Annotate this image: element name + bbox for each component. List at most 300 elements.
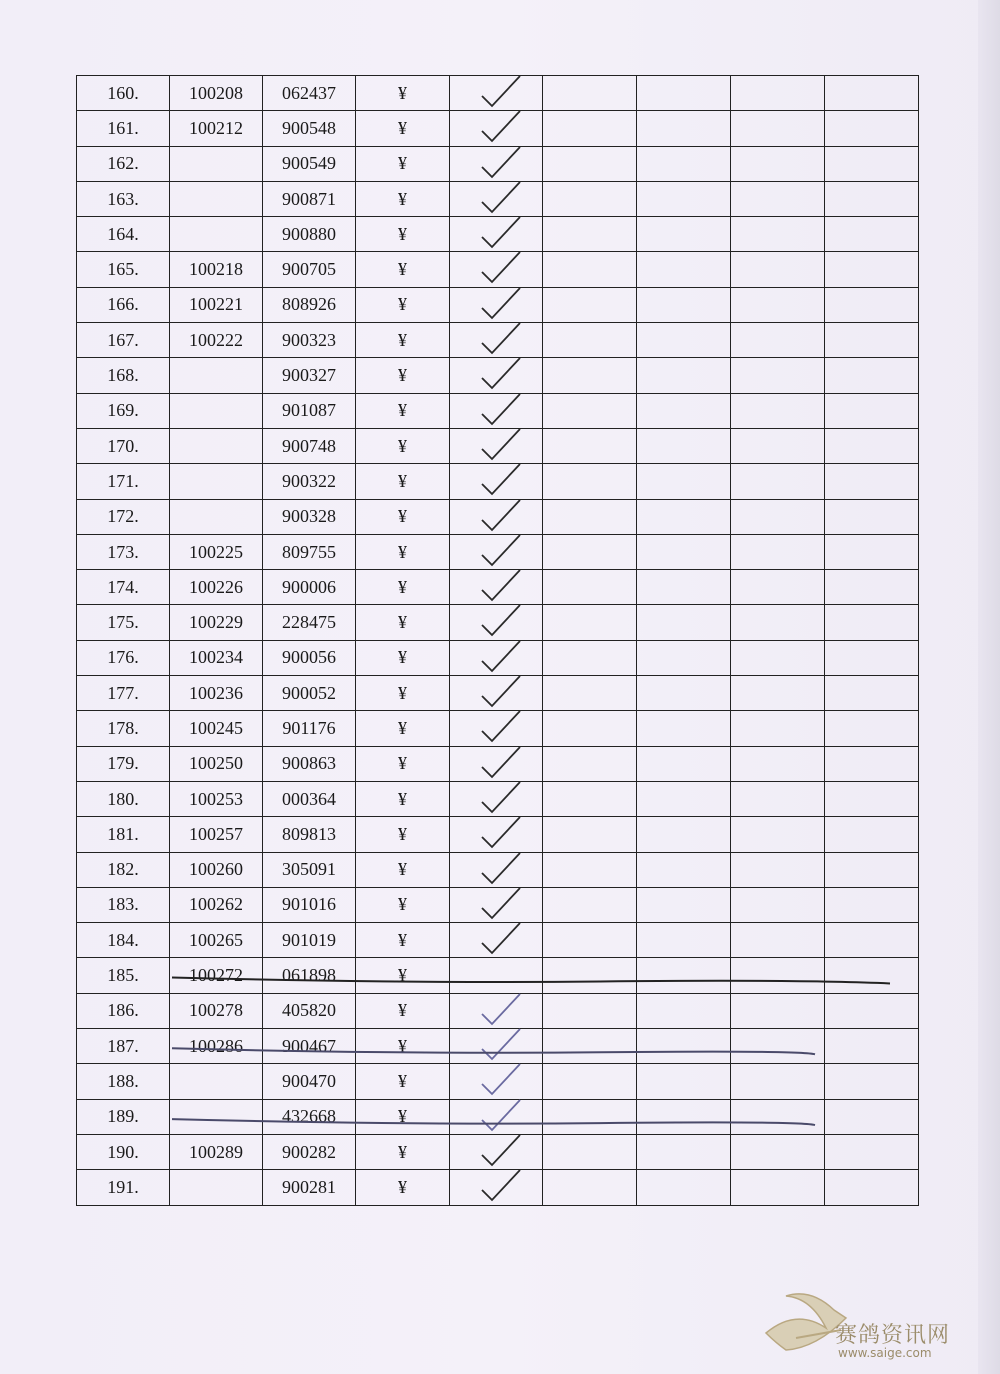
table-row xyxy=(77,287,919,322)
checkmark-icon xyxy=(476,919,524,959)
ring-number: 100253 xyxy=(170,781,263,816)
table-row xyxy=(77,1099,919,1134)
code-number: 061898 xyxy=(263,958,356,993)
checkmark-icon xyxy=(476,319,524,359)
row-number: 190. xyxy=(77,1134,170,1169)
empty-cell xyxy=(637,146,731,181)
empty-cell xyxy=(731,1134,825,1169)
empty-cell xyxy=(637,570,731,605)
empty-cell xyxy=(543,1134,637,1169)
table-row xyxy=(77,1029,919,1064)
empty-cell xyxy=(543,146,637,181)
code-number: 900880 xyxy=(263,217,356,252)
check-cell xyxy=(450,711,543,746)
empty-cell xyxy=(825,358,919,393)
table-row xyxy=(77,111,919,146)
table-row xyxy=(77,781,919,816)
empty-cell xyxy=(543,181,637,216)
code-number: 900323 xyxy=(263,323,356,358)
check-cell xyxy=(450,676,543,711)
empty-cell xyxy=(637,358,731,393)
empty-cell xyxy=(731,746,825,781)
empty-cell xyxy=(637,817,731,852)
check-cell xyxy=(450,499,543,534)
empty-cell xyxy=(825,76,919,111)
row-number: 162. xyxy=(77,146,170,181)
row-number: 189. xyxy=(77,1099,170,1134)
ring-number xyxy=(170,1099,263,1134)
table-row xyxy=(77,76,919,111)
row-number: 166. xyxy=(77,287,170,322)
empty-cell xyxy=(731,781,825,816)
ring-number: 100212 xyxy=(170,111,263,146)
empty-cell xyxy=(543,817,637,852)
empty-cell xyxy=(543,1099,637,1134)
empty-cell xyxy=(637,534,731,569)
row-number: 179. xyxy=(77,746,170,781)
ledger-body xyxy=(77,76,919,1206)
check-cell xyxy=(450,746,543,781)
empty-cell xyxy=(731,323,825,358)
empty-cell xyxy=(543,358,637,393)
currency-symbol: ¥ xyxy=(356,887,450,922)
check-cell xyxy=(450,781,543,816)
checkmark-icon xyxy=(476,849,524,889)
check-cell xyxy=(450,464,543,499)
empty-cell xyxy=(731,499,825,534)
row-number: 178. xyxy=(77,711,170,746)
ring-number: 100250 xyxy=(170,746,263,781)
check-cell xyxy=(450,358,543,393)
code-number: 900006 xyxy=(263,570,356,605)
ring-number xyxy=(170,393,263,428)
empty-cell xyxy=(637,181,731,216)
currency-symbol: ¥ xyxy=(356,1099,450,1134)
checkmark-icon xyxy=(476,1025,524,1065)
row-number: 163. xyxy=(77,181,170,216)
empty-cell xyxy=(825,817,919,852)
code-number: 405820 xyxy=(263,993,356,1028)
check-cell xyxy=(450,1134,543,1169)
empty-cell xyxy=(825,217,919,252)
empty-cell xyxy=(825,746,919,781)
code-number: 900549 xyxy=(263,146,356,181)
currency-symbol: ¥ xyxy=(356,711,450,746)
code-number: 900470 xyxy=(263,1064,356,1099)
code-number: 900052 xyxy=(263,676,356,711)
ring-number: 100226 xyxy=(170,570,263,605)
empty-cell xyxy=(731,534,825,569)
empty-cell xyxy=(825,464,919,499)
checkmark-icon xyxy=(476,601,524,641)
table-row xyxy=(77,428,919,463)
empty-cell xyxy=(637,76,731,111)
row-number: 164. xyxy=(77,217,170,252)
empty-cell xyxy=(543,993,637,1028)
empty-cell xyxy=(637,1029,731,1064)
currency-symbol: ¥ xyxy=(356,993,450,1028)
table-row xyxy=(77,1134,919,1169)
row-number: 183. xyxy=(77,887,170,922)
row-number: 175. xyxy=(77,605,170,640)
code-number: 900548 xyxy=(263,111,356,146)
currency-symbol: ¥ xyxy=(356,181,450,216)
currency-symbol: ¥ xyxy=(356,146,450,181)
currency-symbol: ¥ xyxy=(356,570,450,605)
table-row xyxy=(77,217,919,252)
empty-cell xyxy=(825,146,919,181)
empty-cell xyxy=(637,428,731,463)
row-number: 174. xyxy=(77,570,170,605)
empty-cell xyxy=(731,428,825,463)
check-cell xyxy=(450,887,543,922)
check-cell xyxy=(450,640,543,675)
empty-cell xyxy=(825,428,919,463)
checkmark-icon xyxy=(476,213,524,253)
check-cell xyxy=(450,181,543,216)
ring-number: 100257 xyxy=(170,817,263,852)
checkmark-icon xyxy=(476,107,524,147)
currency-symbol: ¥ xyxy=(356,817,450,852)
empty-cell xyxy=(543,1064,637,1099)
empty-cell xyxy=(825,676,919,711)
check-cell xyxy=(450,252,543,287)
check-cell xyxy=(450,76,543,111)
code-number: 900281 xyxy=(263,1170,356,1205)
empty-cell xyxy=(543,958,637,993)
check-cell xyxy=(450,817,543,852)
row-number: 187. xyxy=(77,1029,170,1064)
checkmark-icon xyxy=(476,884,524,924)
empty-cell xyxy=(731,358,825,393)
currency-symbol: ¥ xyxy=(356,1134,450,1169)
checkmark-icon xyxy=(476,460,524,500)
empty-cell xyxy=(731,605,825,640)
empty-cell xyxy=(825,1134,919,1169)
empty-cell xyxy=(731,817,825,852)
checkmark-icon xyxy=(476,1166,524,1206)
check-cell xyxy=(450,852,543,887)
table-row xyxy=(77,605,919,640)
empty-cell xyxy=(543,76,637,111)
empty-cell xyxy=(731,923,825,958)
ring-number: 100286 xyxy=(170,1029,263,1064)
empty-cell xyxy=(637,323,731,358)
check-cell xyxy=(450,287,543,322)
table-row xyxy=(77,181,919,216)
currency-symbol: ¥ xyxy=(356,428,450,463)
row-number: 177. xyxy=(77,676,170,711)
table-row xyxy=(77,393,919,428)
empty-cell xyxy=(637,887,731,922)
checkmark-icon xyxy=(476,707,524,747)
currency-symbol: ¥ xyxy=(356,393,450,428)
empty-cell xyxy=(543,923,637,958)
empty-cell xyxy=(543,252,637,287)
table-row xyxy=(77,146,919,181)
row-number: 182. xyxy=(77,852,170,887)
row-number: 188. xyxy=(77,1064,170,1099)
row-number: 181. xyxy=(77,817,170,852)
ring-number: 100222 xyxy=(170,323,263,358)
empty-cell xyxy=(637,217,731,252)
ring-number: 100225 xyxy=(170,534,263,569)
currency-symbol: ¥ xyxy=(356,534,450,569)
code-number: 000364 xyxy=(263,781,356,816)
empty-cell xyxy=(731,1029,825,1064)
check-cell xyxy=(450,958,543,993)
empty-cell xyxy=(731,76,825,111)
row-number: 191. xyxy=(77,1170,170,1205)
empty-cell xyxy=(637,464,731,499)
check-cell xyxy=(450,428,543,463)
currency-symbol: ¥ xyxy=(356,76,450,111)
table-row xyxy=(77,499,919,534)
ring-number xyxy=(170,499,263,534)
checkmark-icon xyxy=(476,531,524,571)
empty-cell xyxy=(637,676,731,711)
table-row xyxy=(77,711,919,746)
empty-cell xyxy=(543,393,637,428)
currency-symbol: ¥ xyxy=(356,1064,450,1099)
table-row xyxy=(77,923,919,958)
empty-cell xyxy=(543,499,637,534)
empty-cell xyxy=(637,640,731,675)
empty-cell xyxy=(637,746,731,781)
currency-symbol: ¥ xyxy=(356,958,450,993)
checkmark-icon xyxy=(476,1096,524,1136)
checkmark-icon xyxy=(476,284,524,324)
empty-cell xyxy=(731,464,825,499)
empty-cell xyxy=(731,1099,825,1134)
empty-cell xyxy=(637,711,731,746)
table-row xyxy=(77,993,919,1028)
empty-cell xyxy=(543,852,637,887)
ring-number xyxy=(170,217,263,252)
row-number: 171. xyxy=(77,464,170,499)
empty-cell xyxy=(731,640,825,675)
empty-cell xyxy=(543,287,637,322)
code-number: 432668 xyxy=(263,1099,356,1134)
empty-cell xyxy=(637,958,731,993)
code-number: 901176 xyxy=(263,711,356,746)
code-number: 900863 xyxy=(263,746,356,781)
code-number: 900056 xyxy=(263,640,356,675)
empty-cell xyxy=(637,852,731,887)
code-number: 900327 xyxy=(263,358,356,393)
currency-symbol: ¥ xyxy=(356,781,450,816)
empty-cell xyxy=(731,252,825,287)
empty-cell xyxy=(543,605,637,640)
ring-number xyxy=(170,146,263,181)
table-row xyxy=(77,958,919,993)
table-row xyxy=(77,323,919,358)
check-cell xyxy=(450,993,543,1028)
code-number: 228475 xyxy=(263,605,356,640)
row-number: 180. xyxy=(77,781,170,816)
empty-cell xyxy=(825,534,919,569)
row-number: 170. xyxy=(77,428,170,463)
code-number: 809813 xyxy=(263,817,356,852)
empty-cell xyxy=(825,923,919,958)
empty-cell xyxy=(543,746,637,781)
ring-number xyxy=(170,358,263,393)
empty-cell xyxy=(731,852,825,887)
empty-cell xyxy=(731,181,825,216)
currency-symbol: ¥ xyxy=(356,358,450,393)
table-row xyxy=(77,817,919,852)
empty-cell xyxy=(825,781,919,816)
check-cell xyxy=(450,570,543,605)
checkmark-icon xyxy=(476,72,524,112)
ring-number: 100221 xyxy=(170,287,263,322)
empty-cell xyxy=(825,605,919,640)
empty-cell xyxy=(637,781,731,816)
empty-cell xyxy=(825,1099,919,1134)
empty-cell xyxy=(543,217,637,252)
check-cell xyxy=(450,217,543,252)
currency-symbol: ¥ xyxy=(356,252,450,287)
code-number: 900705 xyxy=(263,252,356,287)
ring-number xyxy=(170,1170,263,1205)
ring-number: 100272 xyxy=(170,958,263,993)
ring-number: 100229 xyxy=(170,605,263,640)
empty-cell xyxy=(731,711,825,746)
check-cell xyxy=(450,1099,543,1134)
empty-cell xyxy=(637,287,731,322)
currency-symbol: ¥ xyxy=(356,217,450,252)
row-number: 184. xyxy=(77,923,170,958)
empty-cell xyxy=(543,711,637,746)
empty-cell xyxy=(731,958,825,993)
check-cell xyxy=(450,111,543,146)
row-number: 165. xyxy=(77,252,170,287)
empty-cell xyxy=(825,958,919,993)
checkmark-icon xyxy=(476,248,524,288)
empty-cell xyxy=(637,1099,731,1134)
empty-cell xyxy=(731,217,825,252)
ring-number: 100234 xyxy=(170,640,263,675)
ring-number: 100262 xyxy=(170,887,263,922)
empty-cell xyxy=(731,570,825,605)
empty-cell xyxy=(825,711,919,746)
empty-cell xyxy=(543,464,637,499)
code-number: 305091 xyxy=(263,852,356,887)
empty-cell xyxy=(825,287,919,322)
empty-cell xyxy=(825,252,919,287)
code-number: 900748 xyxy=(263,428,356,463)
table-row xyxy=(77,746,919,781)
checkmark-icon xyxy=(476,354,524,394)
check-cell xyxy=(450,146,543,181)
ring-number: 100218 xyxy=(170,252,263,287)
row-number: 186. xyxy=(77,993,170,1028)
currency-symbol: ¥ xyxy=(356,1170,450,1205)
ring-number: 100260 xyxy=(170,852,263,887)
ring-number: 100278 xyxy=(170,993,263,1028)
check-cell xyxy=(450,534,543,569)
checkmark-icon xyxy=(476,496,524,536)
code-number: 900467 xyxy=(263,1029,356,1064)
table-row xyxy=(77,358,919,393)
check-cell xyxy=(450,323,543,358)
checkmark-icon xyxy=(476,637,524,677)
empty-cell xyxy=(637,393,731,428)
code-number: 901016 xyxy=(263,887,356,922)
checkmark-icon xyxy=(476,1131,524,1171)
code-number: 900322 xyxy=(263,464,356,499)
empty-cell xyxy=(825,640,919,675)
currency-symbol: ¥ xyxy=(356,111,450,146)
table-row xyxy=(77,640,919,675)
empty-cell xyxy=(637,1064,731,1099)
ring-number: 100265 xyxy=(170,923,263,958)
empty-cell xyxy=(637,993,731,1028)
ring-number: 100236 xyxy=(170,676,263,711)
code-number: 901087 xyxy=(263,393,356,428)
table-row xyxy=(77,1064,919,1099)
checkmark-icon xyxy=(476,1060,524,1100)
check-cell xyxy=(450,605,543,640)
empty-cell xyxy=(637,1170,731,1205)
code-number: 809755 xyxy=(263,534,356,569)
empty-cell xyxy=(731,393,825,428)
paper-edge xyxy=(978,0,1000,1374)
row-number: 185. xyxy=(77,958,170,993)
empty-cell xyxy=(543,781,637,816)
empty-cell xyxy=(731,111,825,146)
empty-cell xyxy=(731,887,825,922)
row-number: 176. xyxy=(77,640,170,675)
watermark-url: www.saige.com xyxy=(838,1346,932,1360)
empty-cell xyxy=(825,393,919,428)
check-cell xyxy=(450,1029,543,1064)
empty-cell xyxy=(543,323,637,358)
empty-cell xyxy=(825,1170,919,1205)
empty-cell xyxy=(731,1170,825,1205)
table-row xyxy=(77,252,919,287)
table-row xyxy=(77,676,919,711)
currency-symbol: ¥ xyxy=(356,746,450,781)
checkmark-icon xyxy=(476,566,524,606)
currency-symbol: ¥ xyxy=(356,676,450,711)
empty-cell xyxy=(825,181,919,216)
empty-cell xyxy=(637,605,731,640)
empty-cell xyxy=(731,287,825,322)
table-row xyxy=(77,570,919,605)
empty-cell xyxy=(825,111,919,146)
code-number: 900282 xyxy=(263,1134,356,1169)
empty-cell xyxy=(543,640,637,675)
checkmark-icon xyxy=(476,778,524,818)
empty-cell xyxy=(825,1064,919,1099)
code-number: 808926 xyxy=(263,287,356,322)
currency-symbol: ¥ xyxy=(356,287,450,322)
empty-cell xyxy=(543,676,637,711)
empty-cell xyxy=(637,1134,731,1169)
empty-cell xyxy=(543,111,637,146)
checkmark-icon xyxy=(476,143,524,183)
ring-number: 100289 xyxy=(170,1134,263,1169)
empty-cell xyxy=(731,1064,825,1099)
check-cell xyxy=(450,923,543,958)
ring-number xyxy=(170,1064,263,1099)
empty-cell xyxy=(825,570,919,605)
row-number: 161. xyxy=(77,111,170,146)
empty-cell xyxy=(543,1029,637,1064)
empty-cell xyxy=(543,887,637,922)
empty-cell xyxy=(825,499,919,534)
